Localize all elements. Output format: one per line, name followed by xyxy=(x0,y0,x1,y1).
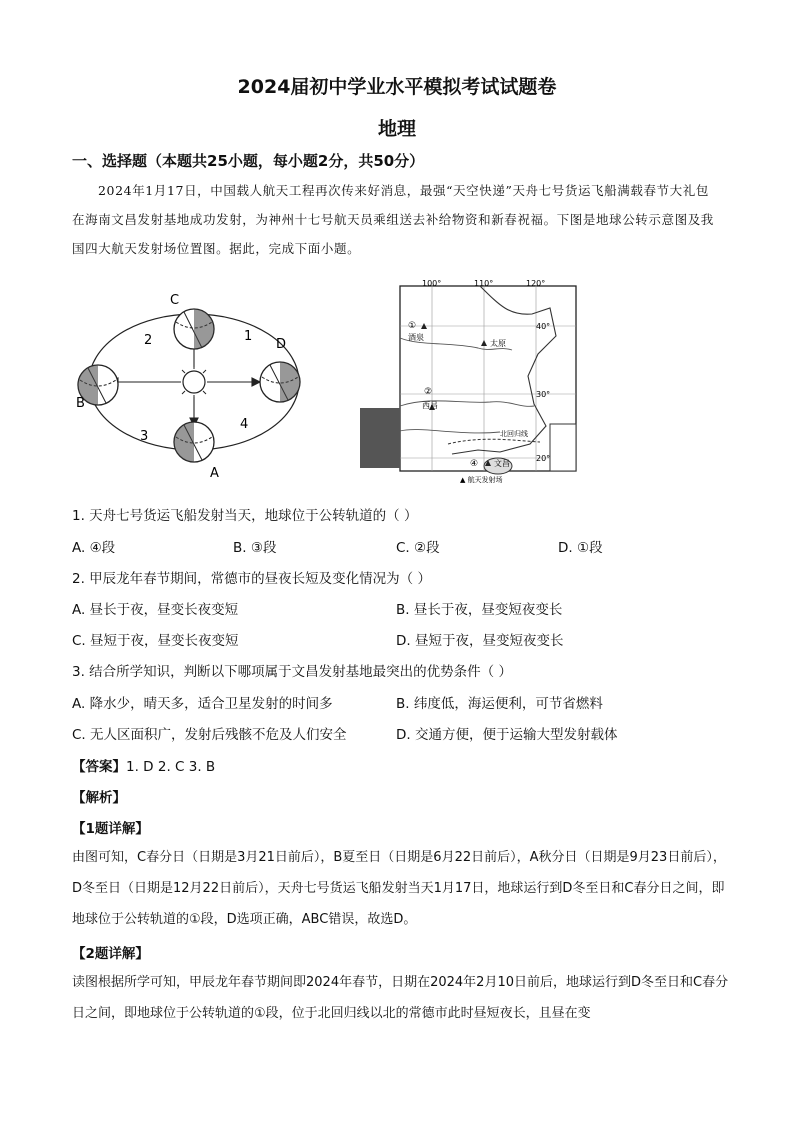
lat-40: 40° xyxy=(536,322,551,331)
site-xichang-num: ② xyxy=(424,387,433,397)
tropic-label: 北回归线 xyxy=(500,430,528,438)
earth-c-icon xyxy=(174,309,214,349)
q1-option-a: A. ④段 xyxy=(72,540,116,556)
answer-label: 【答案】 xyxy=(72,759,126,775)
question-1-stem: 1. 天舟七号货运飞船发射当天，地球位于公转轨道的（ ） xyxy=(72,508,418,524)
detail-1-text: 由图可知，C春分日（日期是3月21日前后），B夏至日（日期是6月22日前后），A秋分日（日期是9月23日前后），D冬至日（日期是12月22日前后），天舟七号货运飞船发射当天1月17日，地球运行到D冬至日和C春分日之间，即地球位于公转轨道的①段，D选项正确，ABC错误，故选D。 xyxy=(72,850,726,927)
site-jiuquan-num: ① xyxy=(408,321,417,331)
lat-20: 20° xyxy=(536,454,551,463)
q1-option-b: B. ③段 xyxy=(233,540,277,556)
q3-option-b: B. 纬度低，海运便利，可节省燃料 xyxy=(396,696,603,712)
earth-d-icon xyxy=(260,362,300,402)
q3-option-d: D. 交通方便，便于运输大型发射载体 xyxy=(396,727,618,743)
q2-option-a: A. 昼长于夜，昼变长夜变短 xyxy=(72,602,239,618)
exam-title: 2024届初中学业水平模拟考试试题卷 xyxy=(237,76,557,98)
question-2-stem: 2. 甲辰龙年春节期间，常德市的昼夜长短及变化情况为（ ） xyxy=(72,571,431,587)
segment-2: 2 xyxy=(144,333,153,348)
intro-paragraph: 2024年1月17日，中国载人航天工程再次传来好消息，最强“天空快递”天舟七号货运飞船满载春节大礼包在海南文昌发射基地成功发射，为神州十七号航天员乘组送去补给物资和新春祝福。下图是地球公转示意图及我国四大航天发射场位置图。据此，完成下面小题。 xyxy=(72,183,714,256)
subject-title: 地理 xyxy=(377,118,416,140)
detail-1-label: 【1题详解】 xyxy=(72,821,149,837)
detail-2-label: 【2题详解】 xyxy=(72,946,149,962)
site-wenchang: 文昌 xyxy=(494,459,510,468)
lon-120: 120° xyxy=(526,279,546,288)
label-b: B xyxy=(76,396,85,411)
site-xichang: 西昌 xyxy=(422,401,438,410)
section-heading: 一、选择题（本题共25小题，每小题2分，共50分） xyxy=(72,152,425,170)
analysis-label: 【解析】 xyxy=(72,790,126,806)
question-3-stem: 3. 结合所学知识，判断以下哪项属于文昌发射基地最突出的优势条件（ ） xyxy=(72,664,512,680)
answer-line xyxy=(72,755,215,775)
q3-option-a: A. 降水少，晴天多，适合卫星发射的时间多 xyxy=(72,696,333,712)
label-d: D xyxy=(276,337,287,352)
q2-option-d: D. 昼短于夜，昼变短夜变长 xyxy=(396,633,564,649)
segment-4: 4 xyxy=(240,417,249,432)
site-jiuquan: 酒泉 xyxy=(408,333,424,342)
lon-100: 100° xyxy=(422,279,442,288)
map-legend: ▲ 航天发射场 xyxy=(460,476,503,484)
earth-a-icon xyxy=(174,422,214,462)
lon-110: 110° xyxy=(474,279,494,288)
q2-option-b: B. 昼长于夜，昼变短夜变长 xyxy=(396,602,563,618)
label-c: C xyxy=(170,293,180,308)
q1-option-c: C. ②段 xyxy=(396,540,440,556)
site-wenchang-num: ④ xyxy=(470,459,479,469)
answer-text: 1. D 2. C 3. B xyxy=(126,759,216,775)
lat-30: 30° xyxy=(536,390,551,399)
q1-option-d: D. ①段 xyxy=(558,540,603,556)
orbit-diagram xyxy=(72,282,312,482)
q2-option-c: C. 昼短于夜，昼变长夜变短 xyxy=(72,633,239,649)
q3-option-c: C. 无人区面积广，发射后残骸不危及人们安全 xyxy=(72,727,347,743)
sun-icon xyxy=(177,365,211,399)
segment-3: 3 xyxy=(140,429,149,444)
launch-site-map xyxy=(360,276,590,486)
detail-2-text: 读图根据所学可知，甲辰龙年春节期间即2024年春节，日期在2024年2月10日前后，地球运行到D冬至日和C春分日之间，即地球位于公转轨道的①段，位于北回归线以北的常德市此时昼短夜长，且昼在变 xyxy=(72,975,729,1021)
site-taiyuan: 太原 xyxy=(490,339,506,348)
label-a: A xyxy=(210,466,219,481)
segment-1: 1 xyxy=(244,329,253,344)
